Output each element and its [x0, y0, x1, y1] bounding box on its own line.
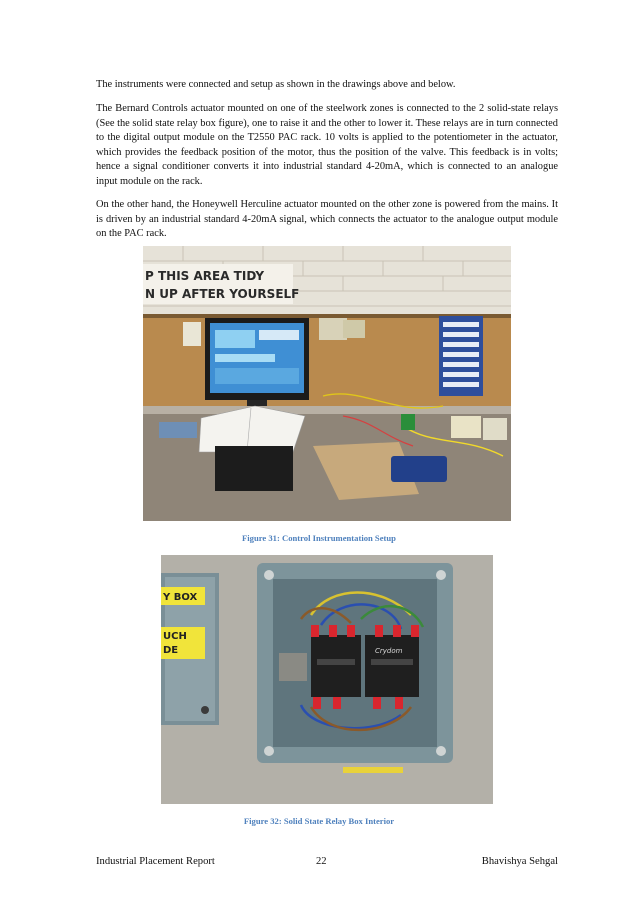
footer-page-number: 22 — [316, 856, 327, 867]
figure-control-setup-photo — [143, 246, 511, 521]
wall-sign-line-2: N UP AFTER YOURSELF — [145, 287, 300, 301]
paragraph-intro: The instruments were connected and setup as shown in the drawings above and below. — [96, 79, 456, 90]
wall-sign-line-1: P THIS AREA TIDY — [145, 269, 265, 283]
figure-31-caption: Figure 31: Control Instrumentation Setup — [242, 533, 396, 543]
paragraph-bernard-controls: The Bernard Controls actuator mounted on one of the steelwork zones is connected to the 2 solid-state relays (See the solid state relay box figure), one to raise it and the other to lower it. These relays are in turn connected to the digital output module on the T2550 PAC rack. 10 volts is applied to the potentiometer in the actuator, which provides the feedback position of the motor, thus the position of the valve. This feedback is in volts; hence a signal conditioner converts it into industrial standard 4-20mA, which is connected to an analogue input module on the rack. — [96, 103, 558, 187]
figure-32-caption: Figure 32: Solid State Relay Box Interior — [243, 816, 395, 826]
footer-author: Bhavishya Sehgal — [481, 856, 558, 867]
lid-label-2: UCH — [163, 631, 187, 642]
lid-label-3: DE — [163, 645, 179, 656]
relay-box-illustration — [161, 555, 493, 804]
figure-relay-box-photo — [161, 555, 493, 804]
relay-brand-label: Crydom — [375, 647, 403, 655]
control-setup-illustration — [143, 246, 511, 521]
footer-document-title: Industrial Placement Report — [96, 856, 215, 867]
lid-label-1: Y BOX — [163, 592, 198, 603]
paragraph-honeywell: On the other hand, the Honeywell Herculine actuator mounted on the other zone is powered from the mains. It is driven by an industrial standard 4-20mA signal, which connects the actuator to the analogue output module on the PAC rack. — [96, 199, 558, 240]
